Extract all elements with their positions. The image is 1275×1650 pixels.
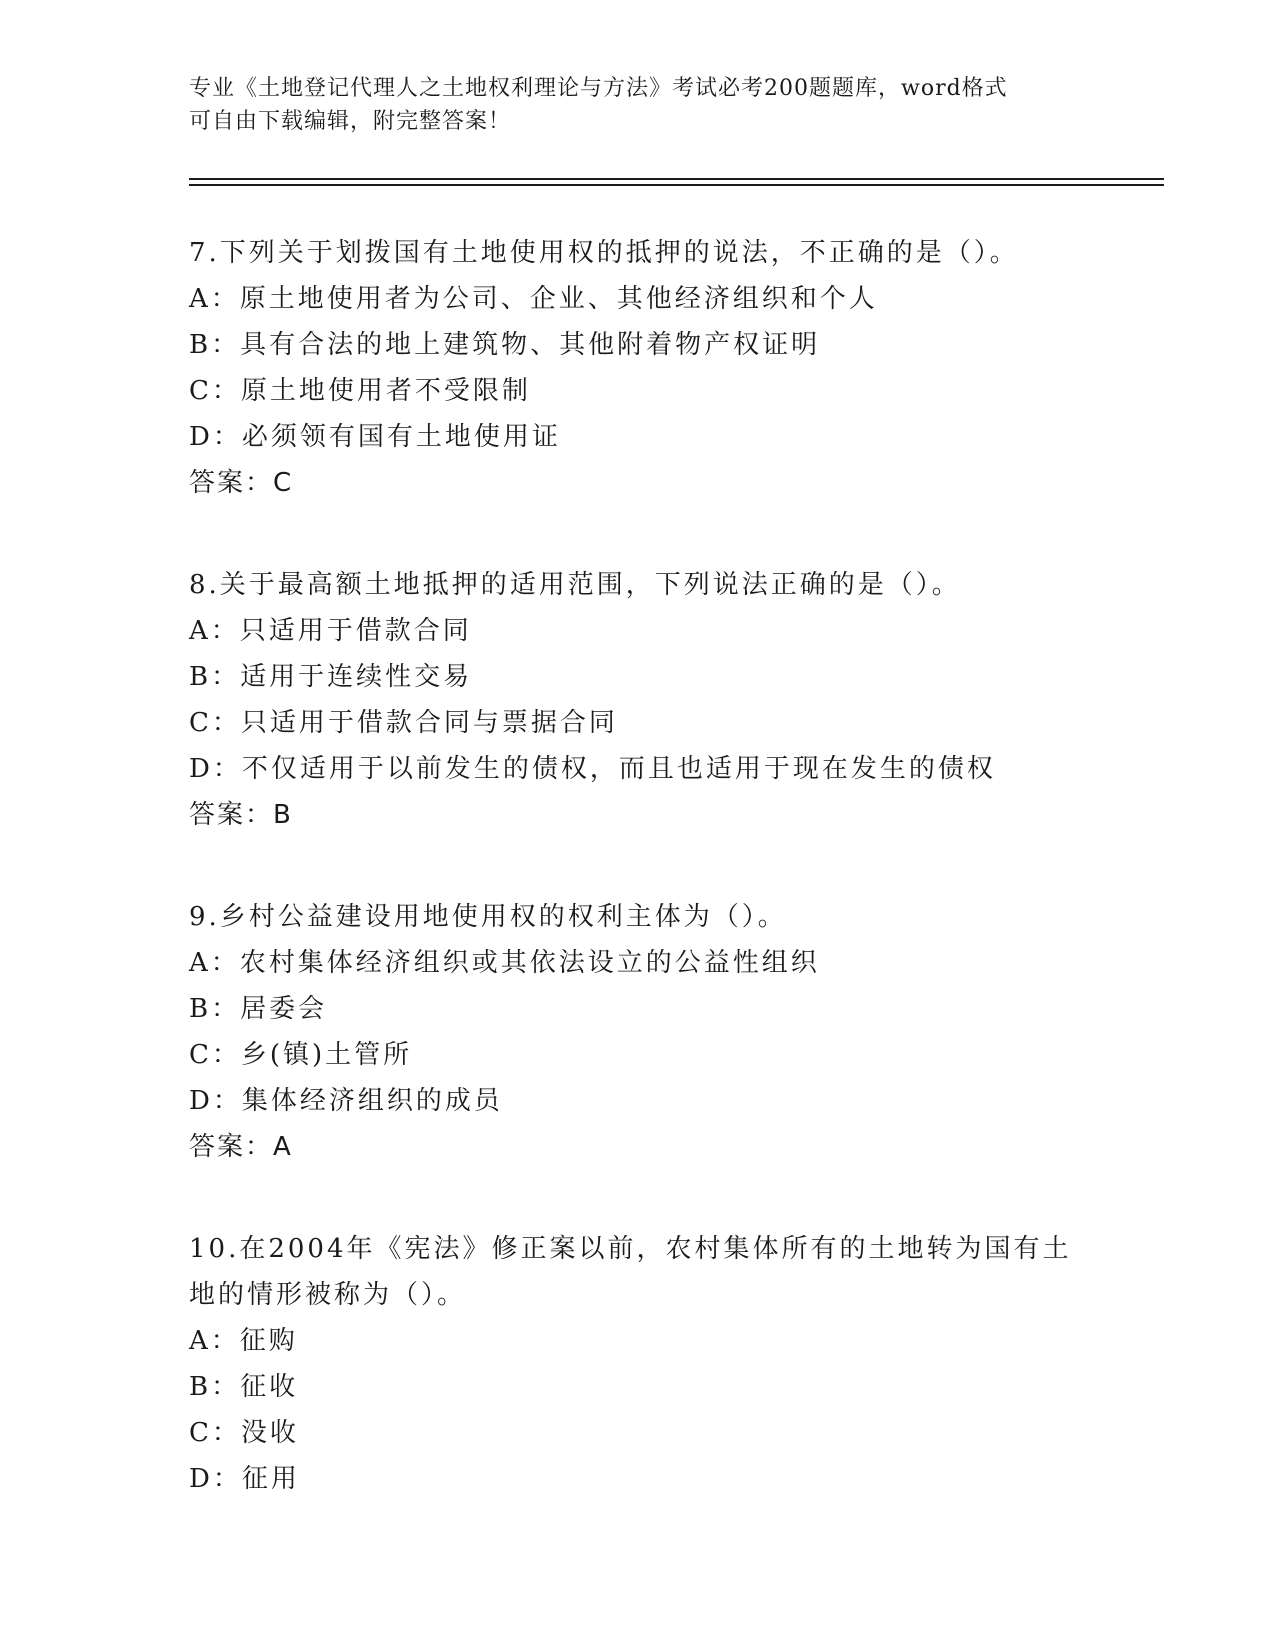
question-stem-line-1: 10.在2004年《宪法》修正案以前，农村集体所有的土地转为国有土: [189, 1234, 1072, 1264]
option-a: A：原土地使用者为公司、企业、其他经济组织和个人: [189, 284, 878, 314]
answer-line: 答案：B: [189, 800, 293, 830]
option-d: D：集体经济组织的成员: [189, 1086, 503, 1116]
option-b: B：征收: [189, 1372, 299, 1402]
question-list: [189, 230, 1089, 1558]
option-b: B：居委会: [189, 994, 328, 1024]
option-a: A：农村集体经济组织或其依法设立的公益性组织: [189, 948, 820, 978]
header-line-1: 专业《土地登记代理人之土地权利理论与方法》考试必考200题题库，word格式: [189, 76, 1008, 101]
option-b: B：适用于连续性交易: [189, 662, 473, 692]
question-9: [189, 894, 1089, 1170]
question-stem-line-2: 地的情形被称为（）。: [189, 1280, 467, 1310]
option-b: B：具有合法的地上建筑物、其他附着物产权证明: [189, 330, 821, 360]
question-stem: 7.下列关于划拨国有土地使用权的抵押的说法，不正确的是（）。: [189, 238, 1019, 268]
question-7: [189, 230, 1089, 506]
option-a: A：征购: [189, 1326, 298, 1356]
question-stem: 8.关于最高额土地抵押的适用范围，下列说法正确的是（）。: [189, 570, 961, 600]
question-stem: 9.乡村公益建设用地使用权的权利主体为（）。: [189, 902, 787, 932]
option-a: A：只适用于借款合同: [189, 616, 472, 646]
answer-line: 答案：A: [189, 1132, 293, 1162]
header-line-2: 可自由下载编辑，附完整答案！: [189, 109, 512, 134]
option-d: D：征用: [189, 1464, 300, 1494]
option-d: D：必须领有国有土地使用证: [189, 422, 561, 452]
answer-line: 答案：C: [189, 468, 294, 498]
option-d: D：不仅适用于以前发生的债权，而且也适用于现在发生的债权: [189, 754, 996, 784]
document-header: [189, 72, 1089, 138]
question-10: [189, 1226, 1089, 1502]
option-c: C：乡(镇)土管所: [189, 1040, 413, 1070]
option-c: C：只适用于借款合同与票据合同: [189, 708, 618, 738]
header-rule-bottom: [189, 184, 1164, 186]
option-c: C：原土地使用者不受限制: [189, 376, 531, 406]
header-rule-top: [189, 178, 1164, 180]
option-c: C：没收: [189, 1418, 299, 1448]
question-8: [189, 562, 1089, 838]
